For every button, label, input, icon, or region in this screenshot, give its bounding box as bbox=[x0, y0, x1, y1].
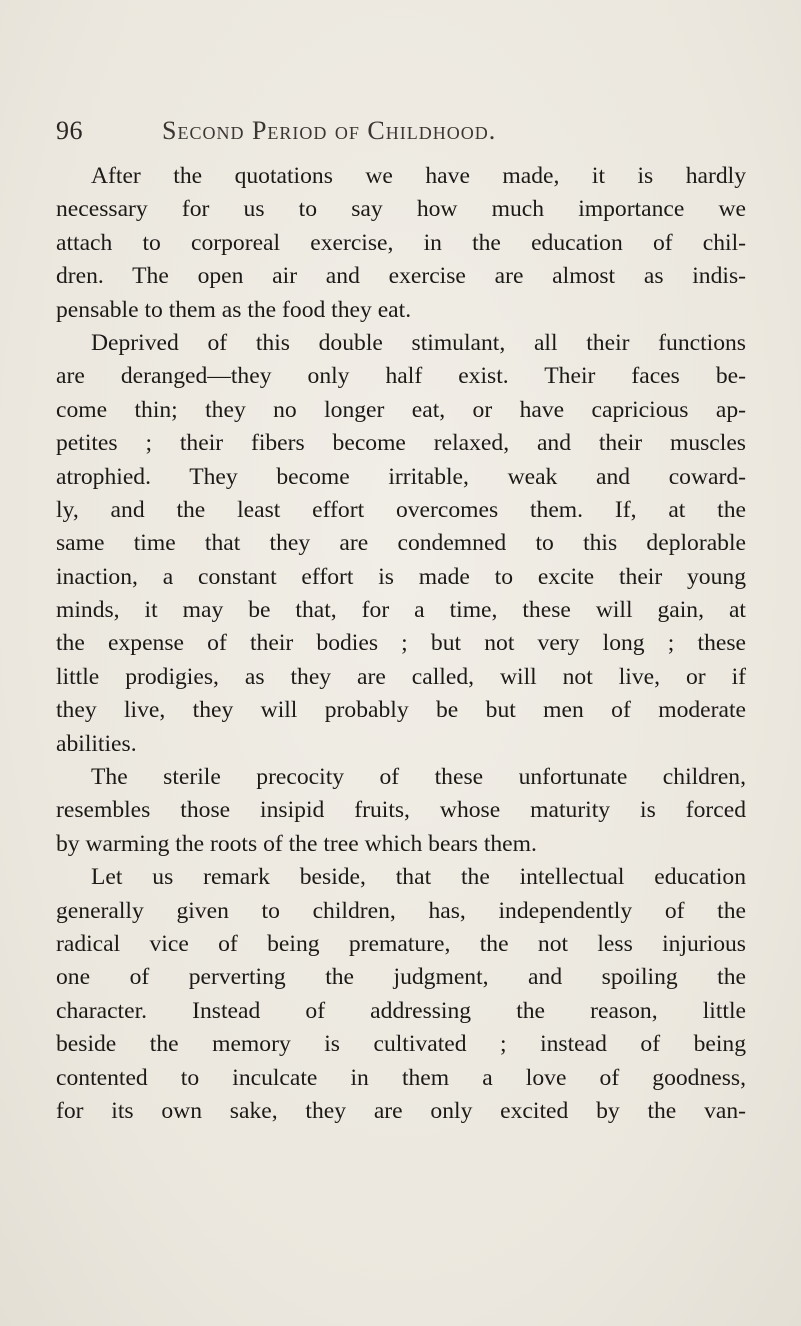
text-line: inaction, a constant effort is made to excite their young bbox=[56, 563, 746, 590]
text-line: dren. The open air and exercise are almost as indis- bbox=[56, 263, 746, 290]
text-line: After the quotations we have made, it is hardly bbox=[91, 163, 746, 189]
text-line: Deprived of this double stimulant, all their functions bbox=[91, 329, 746, 356]
text-line: attach to corporeal exercise, in the education of chil- bbox=[56, 229, 746, 256]
text-line: contented to inculcate in them a love of goodness, bbox=[56, 1064, 746, 1091]
page-header bbox=[56, 112, 756, 152]
text-line: pensable to them as the food they eat. bbox=[56, 296, 412, 323]
text-line: little prodigies, as they are called, will not live, or if bbox=[56, 663, 746, 690]
text-line: necessary for us to say how much importance we bbox=[56, 196, 746, 223]
text-line: resembles those insipid fruits, whose maturity is forced bbox=[56, 797, 746, 824]
text-line: character. Instead of addressing the reason, little bbox=[56, 997, 746, 1024]
text-line: generally given to children, has, independently of the bbox=[56, 897, 746, 924]
text-line: The sterile precocity of these unfortunate children, bbox=[91, 764, 746, 791]
text-line: abilities. bbox=[56, 730, 137, 757]
text-line: are deranged—they only half exist. Their faces be- bbox=[56, 363, 746, 390]
text-line: petites ; their fibers become relaxed, and their muscles bbox=[56, 430, 746, 457]
text-line: beside the memory is cultivated ; instead of being bbox=[56, 1031, 746, 1058]
page-number: 96 bbox=[56, 116, 83, 145]
text-line: minds, it may be that, for a time, these will gain, at bbox=[56, 597, 746, 624]
text-line: atrophied. They become irritable, weak and coward- bbox=[56, 463, 746, 490]
body-text bbox=[56, 160, 746, 1128]
text-line: ly, and the least effort overcomes them. If, at the bbox=[56, 496, 746, 523]
text-line: they live, they will probably be but men of moderate bbox=[56, 697, 746, 724]
text-line: radical vice of being premature, the not less injurious bbox=[56, 930, 746, 957]
text-line: for its own sake, they are only excited by the van- bbox=[56, 1097, 746, 1124]
text-line: come thin; they no longer eat, or have capricious ap- bbox=[56, 396, 746, 423]
text-line: Let us remark beside, that the intellectual education bbox=[91, 864, 746, 891]
text-line: one of perverting the judgment, and spoiling the bbox=[56, 964, 746, 991]
running-head: Second Period of Childhood. bbox=[162, 116, 497, 145]
text-line: by warming the roots of the tree which bears them. bbox=[56, 830, 537, 857]
text-line: same time that they are condemned to this deplorable bbox=[56, 530, 746, 557]
text-line: the expense of their bodies ; but not very long ; these bbox=[56, 630, 746, 657]
